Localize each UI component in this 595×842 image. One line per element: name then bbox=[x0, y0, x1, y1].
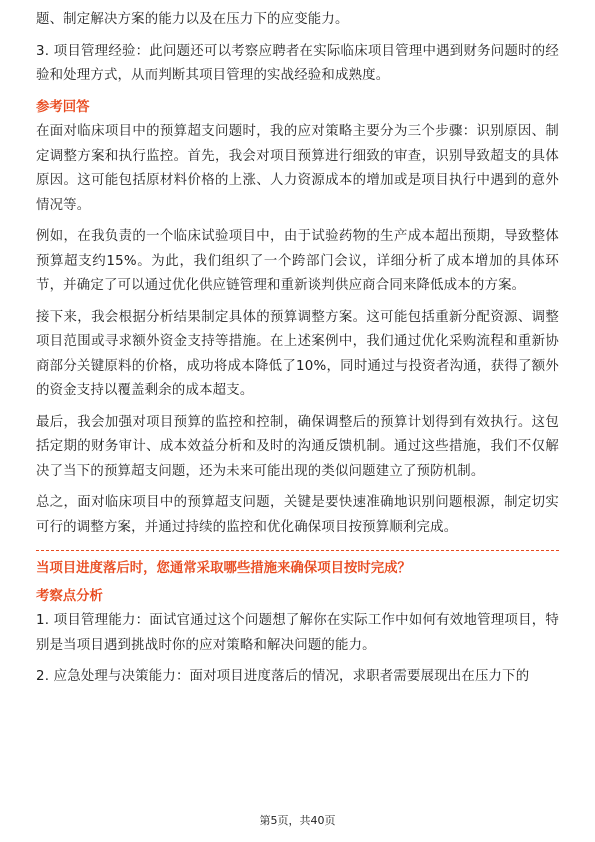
answer-heading: 参考回答 bbox=[36, 99, 90, 115]
page-number: 第5页，共40页 bbox=[259, 814, 336, 827]
analysis-item-2: 2. 应急处理与决策能力：面对项目进度落后的情况，求职者需要展现出在压力下的 bbox=[36, 669, 530, 684]
question-title: 当项目进度落后时，您通常采取哪些措施来确保项目按时完成？ bbox=[36, 561, 411, 576]
answer-paragraph-1: 在面对临床项目中的预算超支问题时，我的应对策略主要分为三个步骤：识别原因、制定调整方案和执行监控。首先，我会对项目预算进行细致的审查，识别导致超支的具体原因。这可能包括原材料价格的上涨、人力资源成本的增加或是项目执行中遇到的意外情况等。 bbox=[36, 124, 559, 213]
analysis-heading: 考察点分析 bbox=[36, 588, 103, 604]
answer-paragraph-2: 例如，在我负责的一个临床试验项目中，由于试验药物的生产成本超出预期，导致整体预算超支约15%。为此，我们组织了一个跨部门会议，详细分析了成本增加的具体环节，并确定了可以通过优化供应链管理和重新谈判供应商合同来降低成本的方案。 bbox=[36, 229, 559, 293]
section-divider bbox=[36, 550, 559, 551]
answer-paragraph-4: 最后，我会加强对项目预算的监控和控制，确保调整后的预算计划得到有效执行。这包括定期的财务审计、成本效益分析和及时的沟通反馈机制。通过这些措施，我们不仅解决了当下的预算超支问题，还为未来可能出现的类似问题建立了预防机制。 bbox=[36, 414, 559, 479]
answer-paragraph-5: 总之，面对临床项目中的预算超支问题，关键是要快速准确地识别问题根源，制定切实可行的调整方案，并通过持续的监控和优化确保项目按预算顺利完成。 bbox=[36, 495, 559, 535]
document-body bbox=[36, 8, 559, 690]
intro-continuation: 题、制定解决方案的能力以及在压力下的应变能力。 bbox=[36, 12, 349, 27]
answer-paragraph-3: 接下来，我会根据分析结果制定具体的预算调整方案。这可能包括重新分配资源、调整项目范围或寻求额外资金支持等措施。在上述案例中，我们通过优化采购流程和重新协商部分关键原料的价格，成功将成本降低了10%，同时通过与投资者沟通，获得了额外的资金支持以覆盖剩余的成本超支。 bbox=[36, 309, 559, 398]
analysis-item-1: 1. 项目管理能力：面试官通过这个问题想了解你在实际工作中如何有效地管理项目，特别是当项目遇到挑战时你的应对策略和解决问题的能力。 bbox=[36, 613, 559, 653]
intro-item-3: 3. 项目管理经验：此问题还可以考察应聘者在实际临床项目管理中遇到财务问题时的经验和处理方式，从而判断其项目管理的实战经验和成熟度。 bbox=[36, 43, 559, 83]
